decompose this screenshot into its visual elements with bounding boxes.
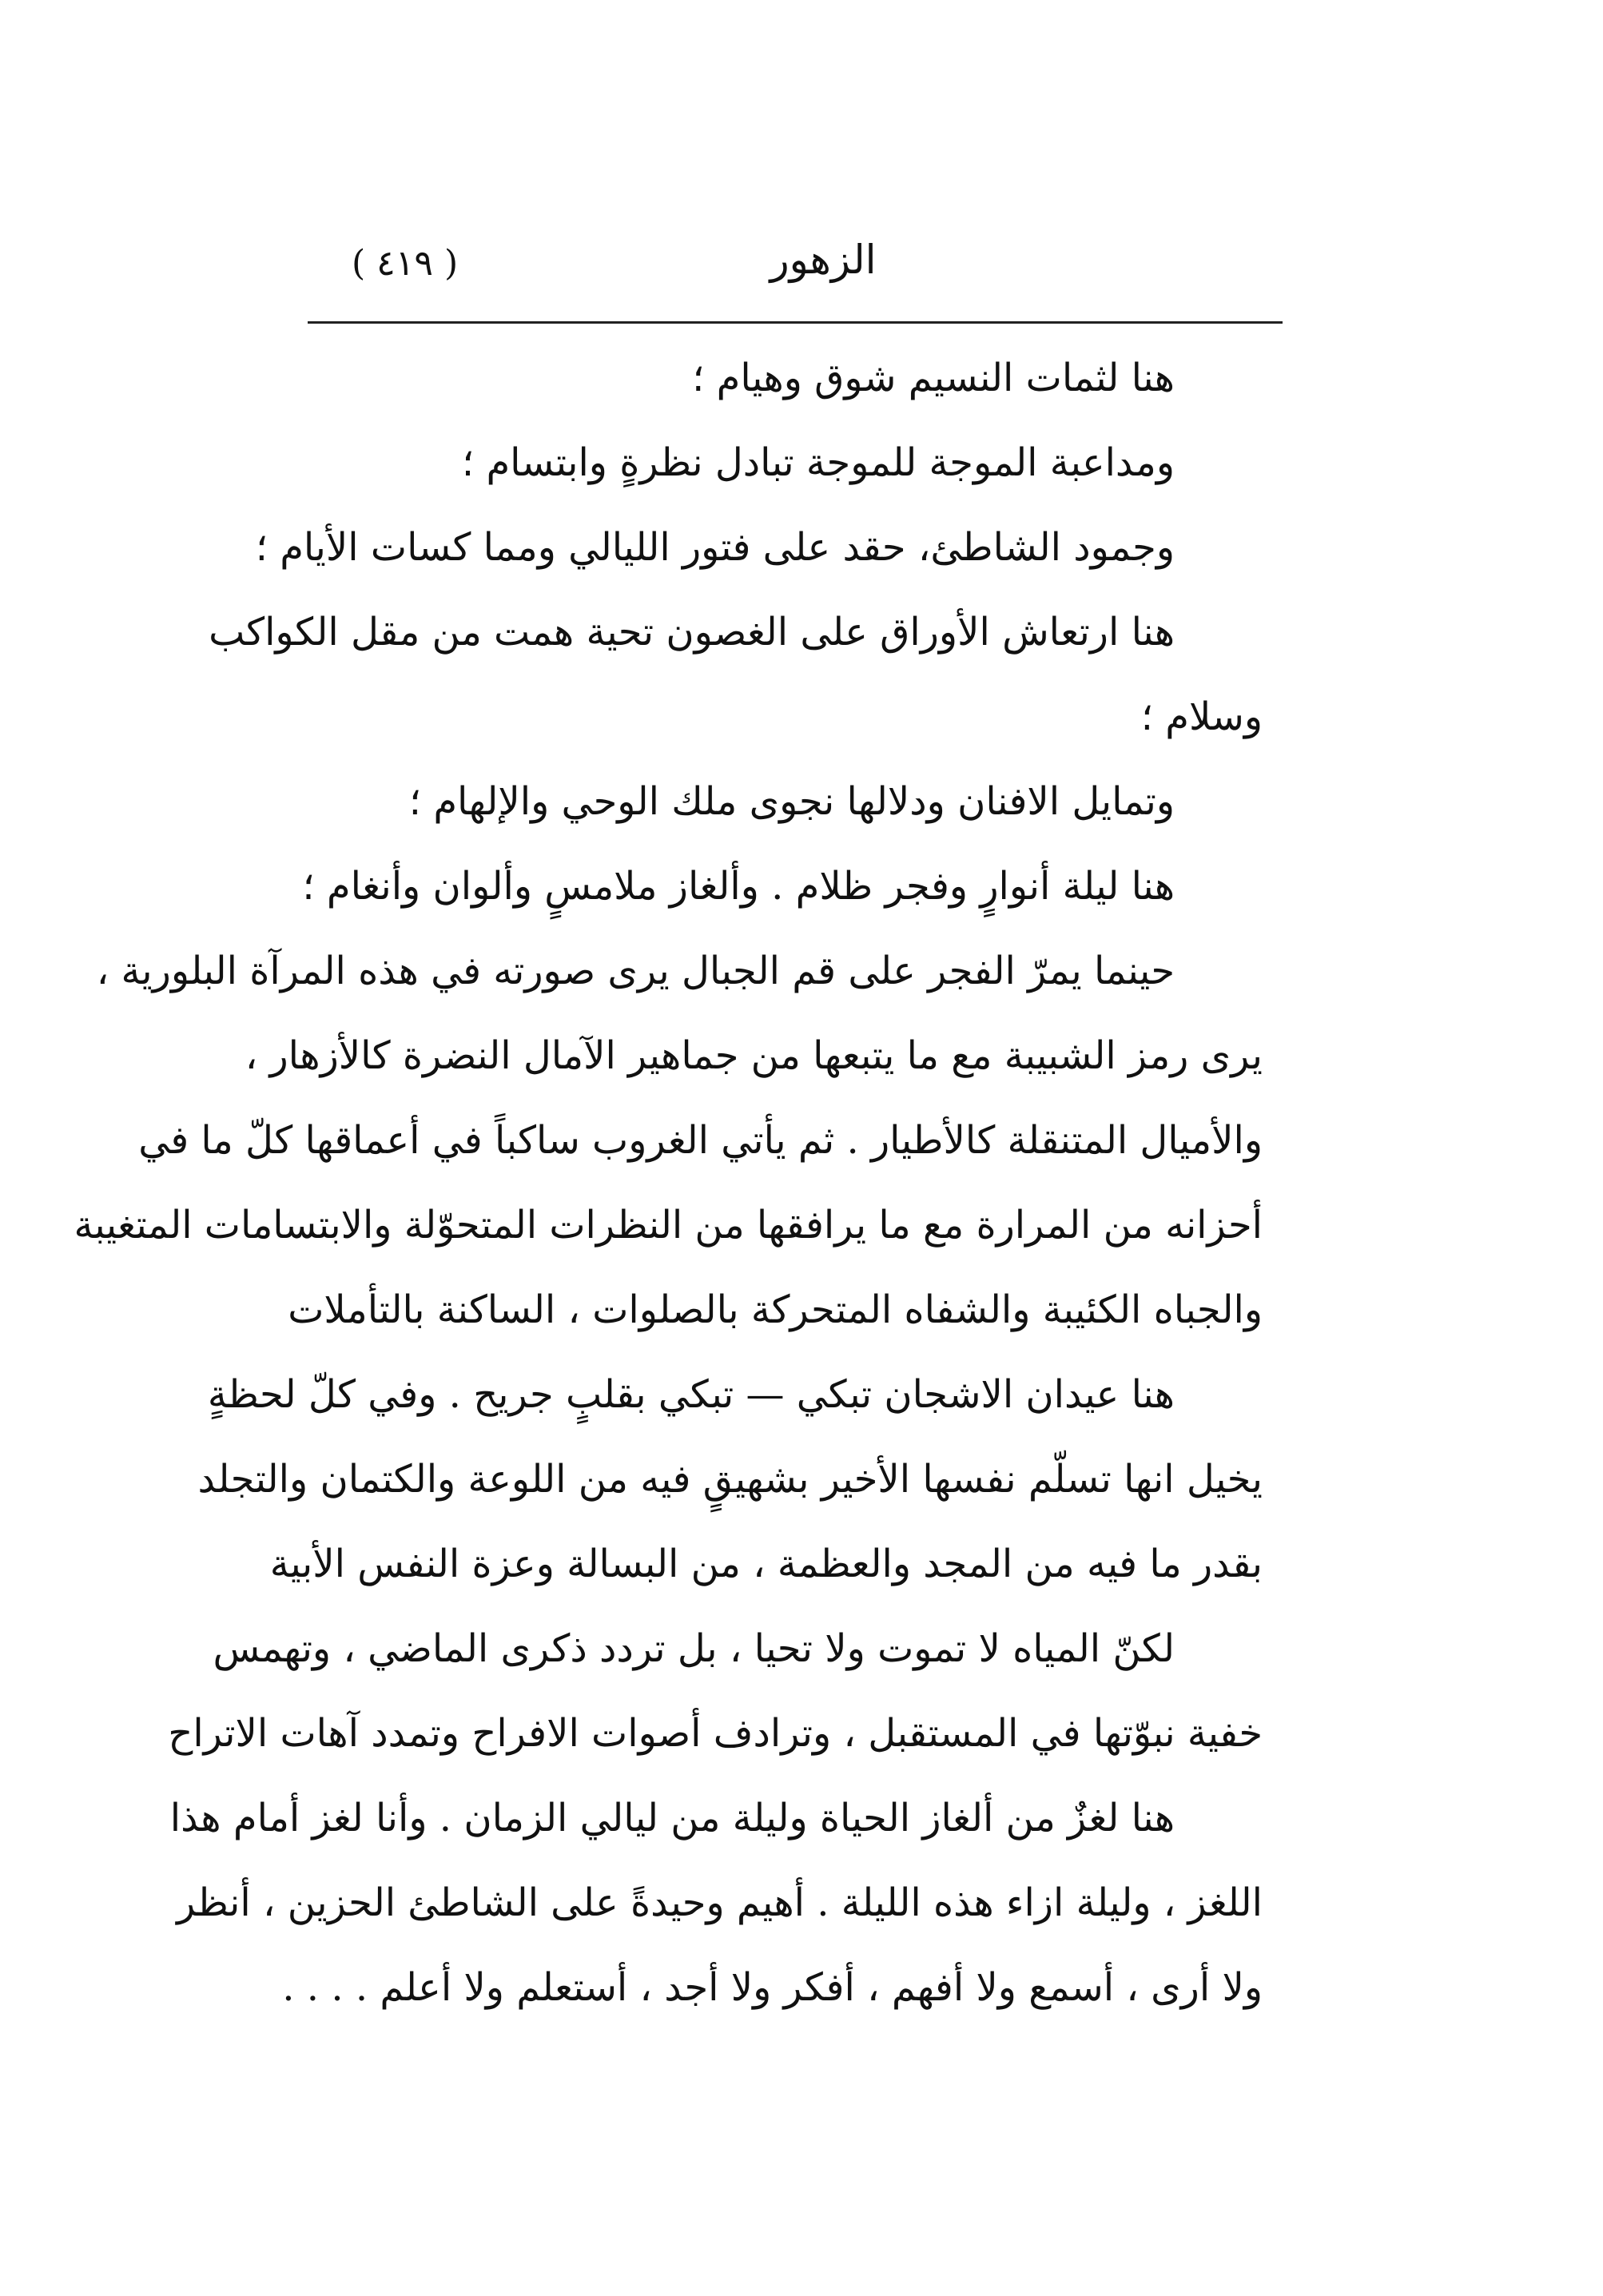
- text-line: اللغز ، وليلة ازاء هذه الليلة . أهيم وحيدةً على الشاطئ الحزين ، أنظر: [177, 1880, 1263, 1925]
- page-body: [74, 336, 1263, 2030]
- text-line: بقدر ما فيه من المجد والعظمة ، من البسالة وعزة النفس الأبية: [269, 1542, 1263, 1586]
- page-number: ( ٤١٩ ): [352, 243, 459, 284]
- text-line: وسلام ؛: [1140, 694, 1263, 739]
- text-line: والأميال المتنقلة كالأطيار . ثم يأتي الغروب ساكباً في أعماقها كلّ ما في: [138, 1118, 1263, 1163]
- text-line: هنا عيدان الاشجان تبكي — تبكي بقلبٍ جريح . وفي كلّ لحظةٍ: [207, 1372, 1175, 1417]
- text-line: لكنّ المياه لا تموت ولا تحيا ، بل تردد ذكرى الماضي ، وتهمس: [213, 1626, 1175, 1671]
- text-line: ولا أرى ، أسمع ولا أفهم ، أفكر ولا أجد ، أستعلم ولا أعلم . . . .: [282, 1965, 1263, 2010]
- text-line: يرى رمز الشبيبة مع ما يتبعها من جماهير الآمال النضرة كالأزهار ،: [245, 1033, 1263, 1078]
- text-line: خفية نبوّتها في المستقبل ، وترادف أصوات الافراح وتمدد آهات الاتراح: [168, 1711, 1263, 1756]
- page-header: [304, 232, 1287, 304]
- text-line: ومداعبة الموجة للموجة تبادل نظرةٍ وابتسام ؛: [461, 440, 1175, 485]
- text-line: هنا لغزٌ من ألغاز الحياة وليلة من ليالي الزمان . وأنا لغز أمام هذا: [169, 1796, 1175, 1840]
- header-rule: [308, 321, 1283, 324]
- text-line: يخيل انها تسلّم نفسها الأخير بشهيقٍ فيه من اللوعة والكتمان والتجلد: [197, 1457, 1263, 1502]
- text-line: هنا ارتعاش الأوراق على الغصون تحية همت من مقل الكواكب: [209, 610, 1175, 655]
- text-line: حينما يمرّ الفجر على قم الجبال يرى صورته في هذه المرآة البلورية ،: [96, 949, 1175, 993]
- text-line: أحزانه من المرارة مع ما يرافقها من النظرات المتحوّلة والابتسامات المتغيبة: [74, 1203, 1263, 1247]
- running-title: الزهور: [770, 237, 877, 283]
- text-line: وجمود الشاطئ، حقد على فتور الليالي ومما كسات الأيام ؛: [255, 525, 1175, 570]
- text-line: والجباه الكئيبة والشفاه المتحركة بالصلوات ، الساكنة بالتأملات: [288, 1287, 1263, 1332]
- text-line: هنا لثمات النسيم شوق وهيام ؛: [692, 356, 1175, 400]
- text-line: وتمايل الافنان ودلالها نجوى ملك الوحي والإلهام ؛: [408, 779, 1175, 824]
- text-line: هنا ليلة أنوارٍ وفجر ظلام . وألغاز ملامسٍ وألوان وأنغام ؛: [302, 864, 1175, 909]
